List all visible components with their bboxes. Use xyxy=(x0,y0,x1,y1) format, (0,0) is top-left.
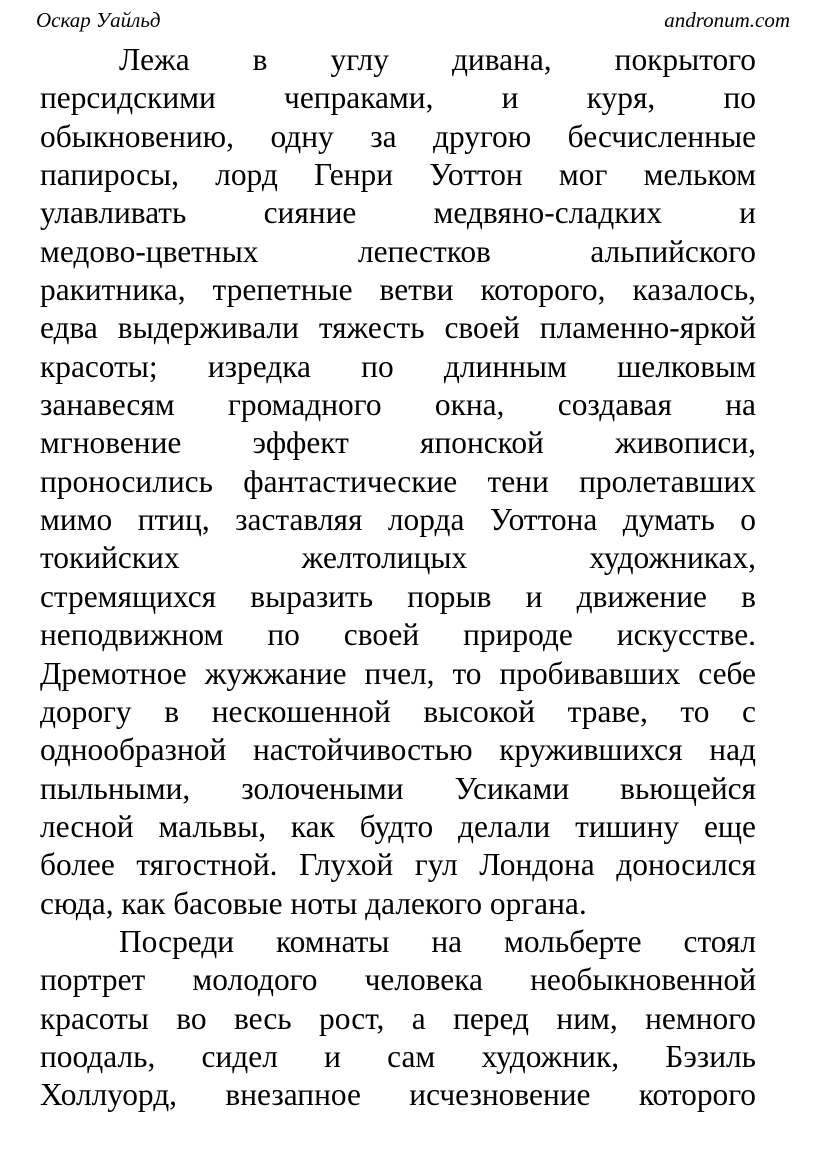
text-line: более тягостной. Глухой гул Лондона доносился xyxy=(40,847,756,883)
text-line: Дремотное жужжание пчел, то пробивавших себе xyxy=(40,655,756,691)
text-line: занавесям громадного окна, создавая на xyxy=(40,387,756,423)
text-line: Посреди комнаты на мольберте стоял xyxy=(119,924,756,960)
text-line: едва выдерживали тяжесть своей пламенно-яркой xyxy=(40,310,756,346)
text-line: красоты во весь рост, а перед ним, немного xyxy=(40,1000,756,1036)
text-line: персидскими чепраками, и куря, по xyxy=(40,80,756,116)
text-line: медово-цветных лепестков альпийского xyxy=(40,233,756,269)
text-line: дорогу в нескошенной высокой траве, то с xyxy=(40,693,756,729)
body-text xyxy=(40,41,756,1115)
text-line: Лежа в углу дивана, покрытого xyxy=(119,42,756,77)
text-line: обыкновению, одну за другою бесчисленные xyxy=(40,118,756,154)
text-line: поодаль, сидел и сам художник, Бэзиль xyxy=(40,1039,756,1075)
text-line: мгновение эффект японской живописи, xyxy=(40,425,756,461)
text-line: сюда, как басовые ноты далекого органа. xyxy=(40,885,587,921)
text-line: токийских желтолицых художниках, xyxy=(40,540,756,576)
text-line: Холлуорд, внезапное исчезновение которого xyxy=(40,1077,756,1113)
text-line: стремящихся выразить порыв и движение в xyxy=(40,578,756,614)
text-line: портрет молодого человека необыкновенной xyxy=(40,962,756,998)
text-line: папиросы, лорд Генри Уоттон мог мельком xyxy=(40,157,756,193)
text-line: неподвижном по своей природе искусстве. xyxy=(40,617,756,653)
paragraph-2 xyxy=(40,923,756,1115)
site-name: andronum.com xyxy=(664,8,790,32)
paragraph-1 xyxy=(40,41,756,923)
text-line: лесной мальвы, как будто делали тишину еще xyxy=(40,808,756,844)
running-head xyxy=(36,6,790,34)
text-line: улавливать сияние медвяно-сладких и xyxy=(40,195,756,231)
text-line: пыльными, золочеными Усиками вьющейся xyxy=(40,770,756,806)
text-line: однообразной настойчивостью кружившихся над xyxy=(40,732,756,768)
text-line: мимо птиц, заставляя лорда Уоттона думать о xyxy=(40,502,756,538)
text-line: проносились фантастические тени пролетавших xyxy=(40,463,756,499)
text-line: красоты; изредка по длинным шелковым xyxy=(40,348,756,384)
text-line: ракитника, трепетные ветви которого, казалось, xyxy=(40,272,756,308)
author-name: Оскар Уайльд xyxy=(36,8,161,32)
